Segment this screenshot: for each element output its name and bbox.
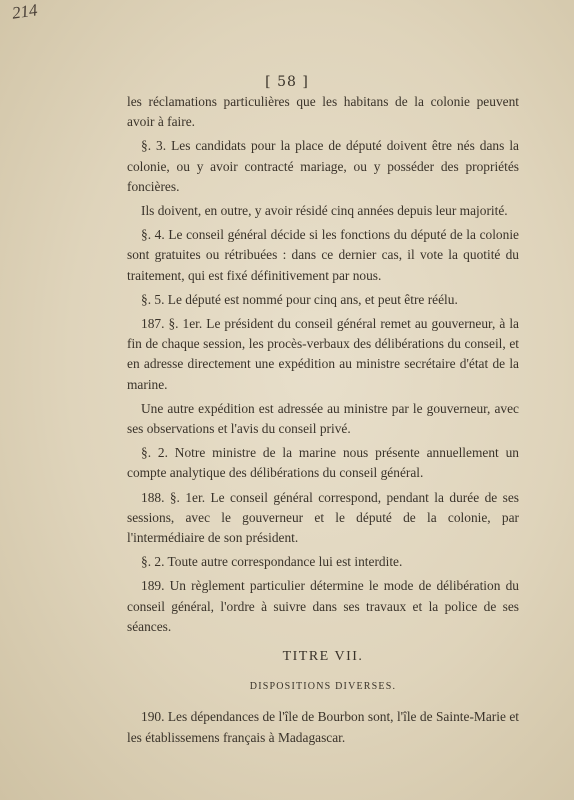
paragraph: 190. Les dépendances de l'île de Bourbon sont, l'île de Sainte-Marie et les établissemens français à Madagascar. bbox=[127, 709, 519, 745]
paragraph: Une autre expédition est adressée au ministre par le gouverneur, avec ses observations et l'avis du conseil privé. bbox=[127, 400, 519, 437]
paragraph: 189. Un règlement particulier détermine le mode de délibération du conseil général, l'ordre à suivre dans ses travaux et la police de ses séances. bbox=[127, 578, 519, 634]
paragraph: 188. §. 1er. Le conseil général correspond, pendant la durée de ses sessions, avec le gouverneur et le député de la colonie, par l'intermédiaire de son président. bbox=[127, 489, 519, 546]
handwritten-page-mark: 214 bbox=[10, 0, 39, 23]
paragraph: §. 2. Toute autre correspondance lui est interdite. bbox=[141, 554, 403, 570]
paragraph: §. 4. Le conseil général décide si les fonctions du député de la colonie sont gratuites ou rétribuées : dans ce dernier cas, il vote la quotité du traitement, qui est fixé définitivement par nous. bbox=[127, 227, 519, 283]
paragraph: §. 5. Le député est nommé pour cinq ans, et peut être réélu. bbox=[141, 291, 458, 307]
paragraph: §. 3. Les candidats pour la place de député doivent être nés dans la colonie, ou y avoir contracté mariage, ou y posséder des propriétés foncières. bbox=[127, 138, 519, 194]
paragraph: §. 2. Notre ministre de la marine nous présente annuellement un compte analytique des délibérations du conseil général. bbox=[127, 445, 519, 481]
section-subtitle: DISPOSITIONS DIVERSES. bbox=[249, 681, 397, 693]
page-number: [ 58 ] bbox=[265, 74, 309, 90]
body-text bbox=[127, 92, 519, 752]
paragraph: Ils doivent, en outre, y avoir résidé cinq années depuis leur majorité. bbox=[141, 203, 508, 219]
paragraph: les réclamations particulières que les habitans de la colonie peuvent avoir à faire. bbox=[127, 94, 519, 130]
paragraph: 187. §. 1er. Le président du conseil général remet au gouverneur, à la fin de chaque session, les procès-verbaux des délibérations du conseil, et en adresse directement une expédition au ministre secrétaire d'état de la marine. bbox=[127, 316, 519, 392]
section-title: TITRE VII. bbox=[282, 649, 364, 665]
